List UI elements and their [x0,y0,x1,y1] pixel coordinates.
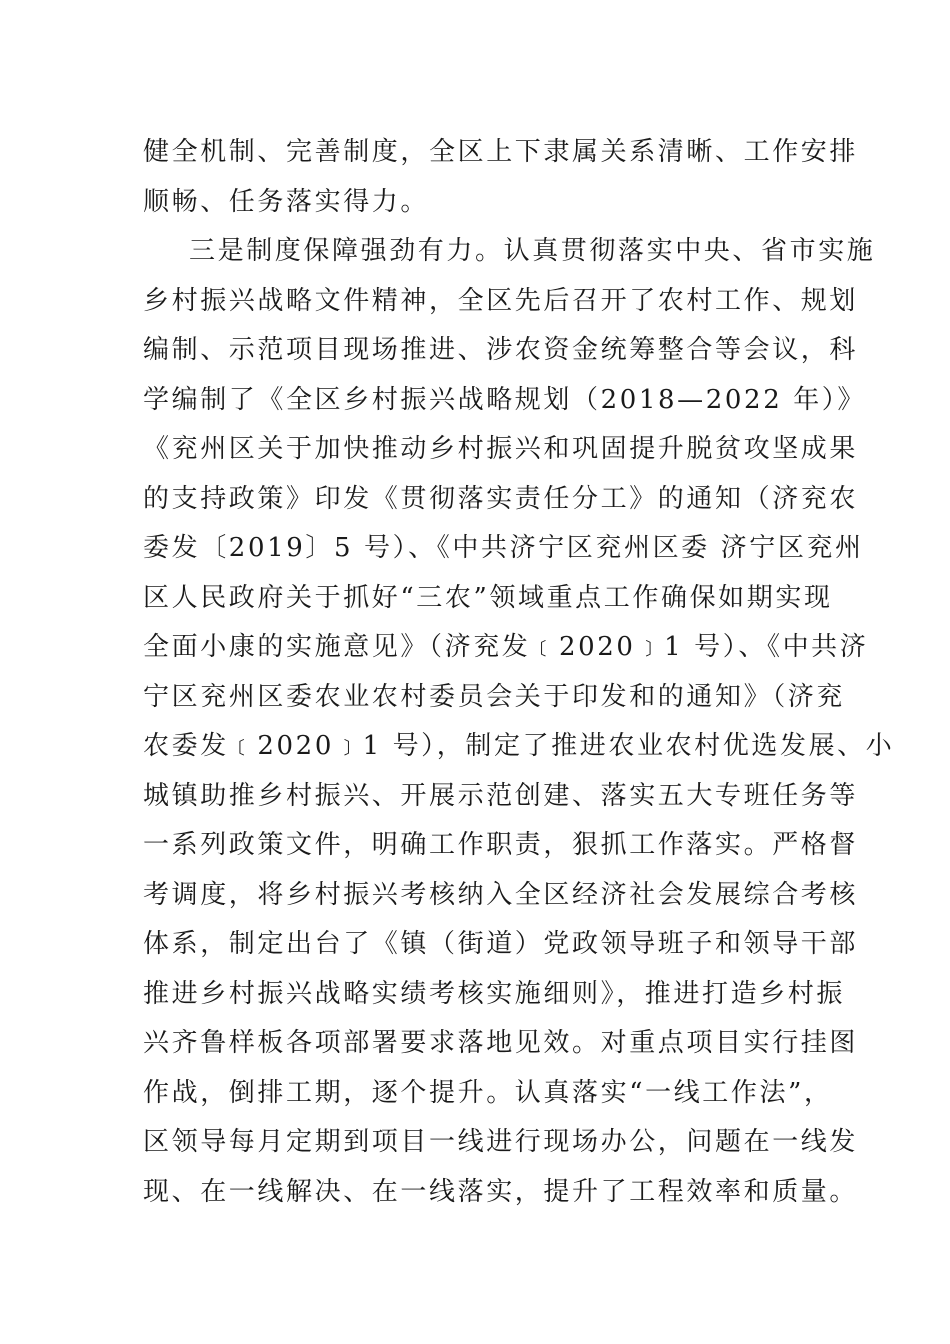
text-line: 全面小康的实施意见》（济兖发﹝2020﹞1 号）、《中共济 [143,632,869,662]
text-line: 健全机制、完善制度，全区上下隶属关系清晰、工作安排 [143,137,859,167]
text-line: 宁区兖州区委农业农村委员会关于印发和的通知》（济兖 [143,681,846,712]
text-line: 考调度，将乡村振兴考核纳入全区经济社会发展综合考核 [143,879,859,910]
text-line: 区领导每月定期到项目一线进行现场办公，问题在一线发 [143,1127,859,1157]
text-line: 《兖州区关于加快推动乡村振兴和巩固提升脱贫攻坚成果 [143,434,859,464]
text-line: 体系，制定出台了《镇（街道）党政领导班子和领导干部 [143,929,859,959]
text-line: 城镇助推乡村振兴、开展示范创建、落实五大专班任务等 [143,780,859,811]
document-body [143,128,895,1217]
text-line: 一系列政策文件，明确工作职责，狠抓工作落实。严格督 [143,830,859,860]
text-line-indented: 三是制度保障强劲有力。认真贯彻落实中央、省市实施 [189,236,876,266]
text-line: 区人民政府关于抓好“三农”领域重点工作确保如期实现 [143,582,833,613]
text-line: 顺畅、任务落实得力。 [143,186,430,217]
text-line: 编制、示范项目现场推进、涉农资金统筹整合等会议，科 [143,335,859,365]
text-line: 推进乡村振兴战略实绩考核实施细则》，推进打造乡村振 [143,978,846,1009]
text-line: 委发〔2019〕5 号）、《中共济宁区兖州区委 济宁区兖州 [143,533,864,563]
text-line: 兴齐鲁样板各项部署要求落地见效。对重点项目实行挂图 [143,1028,859,1058]
text-line: 学编制了《全区乡村振兴战略规划（2018—2022 年）》 [143,384,867,415]
text-line: 乡村振兴战略文件精神，全区先后召开了农村工作、规划 [143,285,859,316]
text-line: 作战，倒排工期，逐个提升。认真落实“一线工作法”， [143,1077,833,1108]
text-line: 现、在一线解决、在一线落实，提升了工程效率和质量。 [143,1176,859,1207]
text-line: 农委发﹝2020﹞1 号），制定了推进农业农村优选发展、小 [143,731,895,761]
text-line: 的支持政策》印发《贯彻落实责任分工》的通知（济兖农 [143,483,859,514]
